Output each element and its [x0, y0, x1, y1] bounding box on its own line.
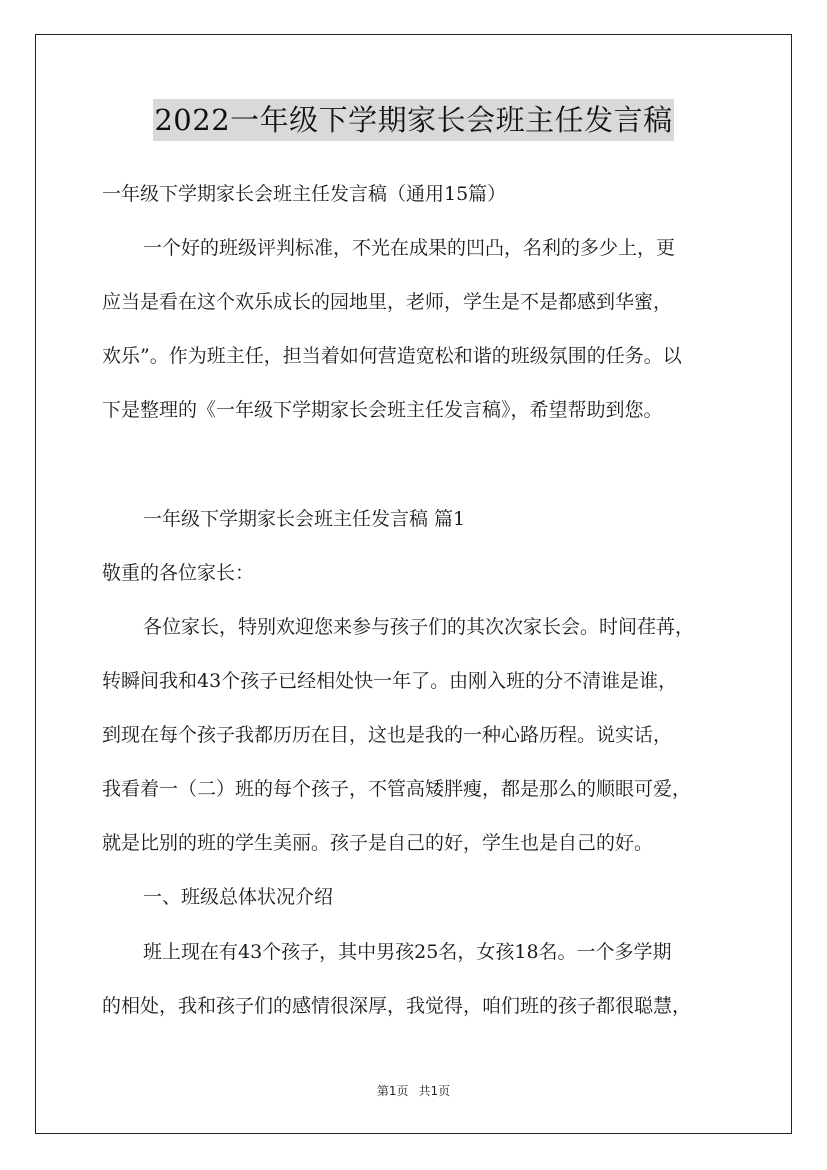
page-number: 第1页: [376, 1084, 409, 1098]
body-line: 就是比别的班的学生美丽。孩子是自己的好，学生也是自己的好。: [102, 832, 654, 854]
intro-line: 欢乐”。作为班主任，担当着如何营造宽松和谐的班级氛围的任务。以: [102, 345, 682, 367]
body-line: 转瞬间我和43个孩子已经相处快一年了。由刚入班的分不清谁是谁，: [102, 670, 678, 692]
body-line: 到现在每个孩子我都历历在目，这也是我的一种心路历程。说实话，: [102, 724, 673, 746]
body-line: 各位家长，特别欢迎您来参与孩子们的其次次家长会。时间荏苒，: [143, 616, 695, 638]
class-line: 班上现在有43个孩子，其中男孩25名，女孩18名。一个多学期: [143, 941, 672, 963]
body-line: 我看着一（二）班的每个孩子，不管高矮胖瘦，都是那么的顺眼可爱，: [102, 778, 692, 800]
title-wrap: [0, 99, 827, 141]
sub-heading: 一、班级总体状况介绍: [143, 886, 334, 908]
document-subtitle: 一年级下学期家长会班主任发言稿（通用15篇）: [102, 183, 507, 205]
intro-line: 应当是看在这个欢乐成长的园地里，老师，学生是不是都感到华蜜，: [102, 291, 673, 313]
intro-line: 下是整理的《一年级下学期家长会班主任发言稿》，希望帮助到您。: [102, 399, 663, 421]
intro-line: 一个好的班级评判标准，不光在成果的凹凸，名利的多少上，更: [143, 237, 676, 259]
document-title: 2022一年级下学期家长会班主任发言稿: [153, 99, 673, 141]
page-total: 共1页: [418, 1084, 451, 1098]
class-line: 的相处，我和孩子们的感情很深厚，我觉得，咱们班的孩子都很聪慧，: [102, 995, 692, 1017]
salutation: 敬重的各位家长：: [102, 562, 255, 584]
page-footer: [0, 1083, 827, 1099]
section-heading: 一年级下学期家长会班主任发言稿 篇1: [143, 508, 466, 530]
